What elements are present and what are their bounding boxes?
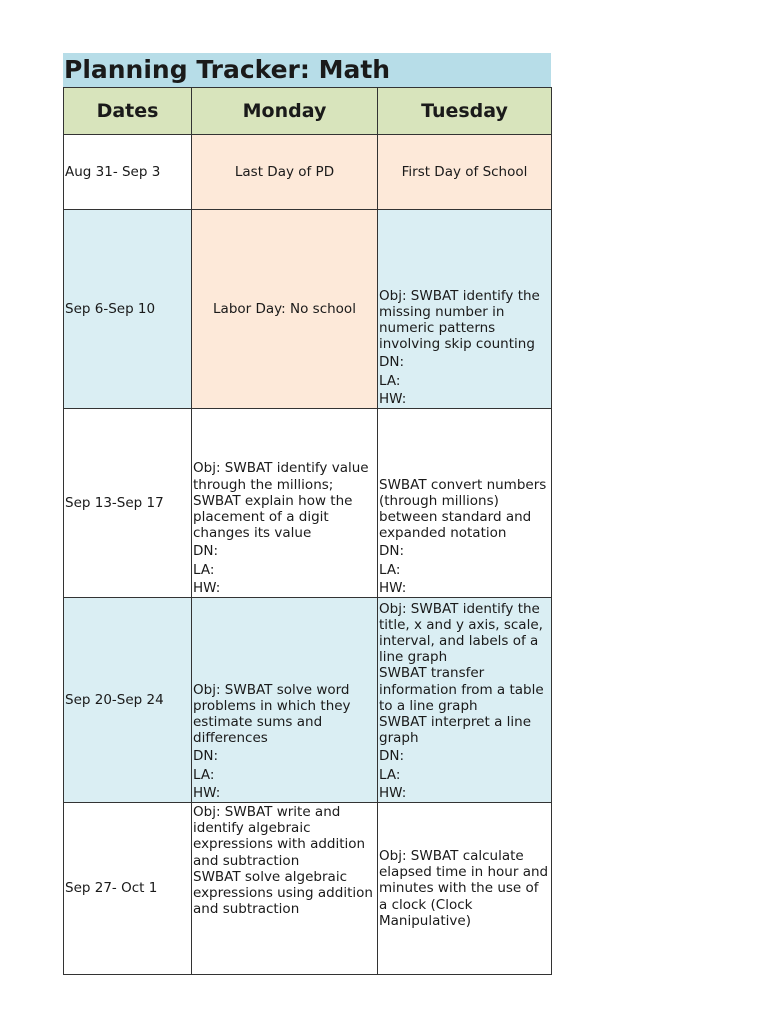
header-monday: Monday: [192, 88, 378, 135]
dn-label: DN:: [379, 543, 405, 560]
page-title: Planning Tracker: Math: [63, 53, 551, 87]
objective-text: Obj: SWBAT identify value through the millions; SWBAT explain how the placement of a digit changes its value: [193, 460, 369, 542]
dates-cell: Sep 6-Sep 10: [64, 210, 192, 409]
hw-label: HW:: [379, 784, 407, 801]
dn-label: DN:: [193, 543, 219, 560]
monday-cell: [192, 598, 378, 803]
dates-cell: Sep 13-Sep 17: [64, 409, 192, 598]
hw-label: HW:: [379, 579, 407, 596]
dates-cell: Aug 31- Sep 3: [64, 135, 192, 210]
cell-line: First Day of School: [401, 163, 528, 180]
objective-text: SWBAT interpret a line graph: [379, 713, 532, 747]
hw-label: HW:: [379, 390, 407, 407]
table-row: [64, 803, 552, 975]
spreadsheet-page: [63, 53, 551, 929]
table-row: [64, 135, 552, 210]
tuesday-cell: [378, 803, 552, 975]
header-dates: Dates: [64, 88, 192, 135]
la-label: LA:: [193, 766, 215, 783]
monday-cell: [192, 803, 378, 975]
dn-label: DN:: [379, 748, 405, 765]
la-label: LA:: [379, 766, 401, 783]
la-label: LA:: [379, 372, 401, 389]
header-row: [64, 88, 552, 135]
monday-cell: [192, 409, 378, 598]
tuesday-cell: [378, 598, 552, 803]
objective-text: Obj: SWBAT write and identify algebraic expressions with addition and subtraction: [193, 804, 366, 869]
table-row: [64, 598, 552, 803]
dates-cell: Sep 20-Sep 24: [64, 598, 192, 803]
tuesday-cell: [378, 210, 552, 409]
la-label: LA:: [379, 561, 401, 578]
objective-text: SWBAT transfer information from a table to a line graph: [379, 665, 544, 714]
tuesday-cell: [378, 409, 552, 598]
objective-text: Obj: SWBAT identify the title, x and y axis, scale, interval, and labels of a line graph: [379, 600, 543, 666]
objective-text: Obj: SWBAT calculate elapsed time in hour and minutes with the use of a clock (Clock Manipulative): [379, 847, 549, 929]
objective-text: Obj: SWBAT identify the missing number in numeric patterns involving skip counting: [379, 287, 540, 353]
hw-label: HW:: [193, 784, 221, 801]
la-label: LA:: [193, 561, 215, 578]
objective-text: Obj: SWBAT solve word problems in which they estimate sums and differences: [193, 681, 351, 747]
dn-label: DN:: [379, 354, 405, 371]
table-viewport: [63, 87, 551, 929]
dn-label: DN:: [193, 748, 219, 765]
objective-text: SWBAT solve algebraic expressions using addition and subtraction: [193, 868, 373, 918]
monday-cell: [192, 135, 378, 210]
planning-table: [63, 87, 552, 975]
header-tuesday: Tuesday: [378, 88, 552, 135]
cell-line: Last Day of PD: [234, 163, 335, 180]
hw-label: HW:: [193, 579, 221, 596]
objective-text: SWBAT convert numbers (through millions) between standard and expanded notation: [379, 476, 547, 542]
dates-cell: Sep 27- Oct 1: [64, 803, 192, 975]
cell-line: Labor Day: No school: [213, 300, 356, 317]
tuesday-cell: [378, 135, 552, 210]
monday-cell: [192, 210, 378, 409]
table-row: [64, 210, 552, 409]
table-row: [64, 409, 552, 598]
